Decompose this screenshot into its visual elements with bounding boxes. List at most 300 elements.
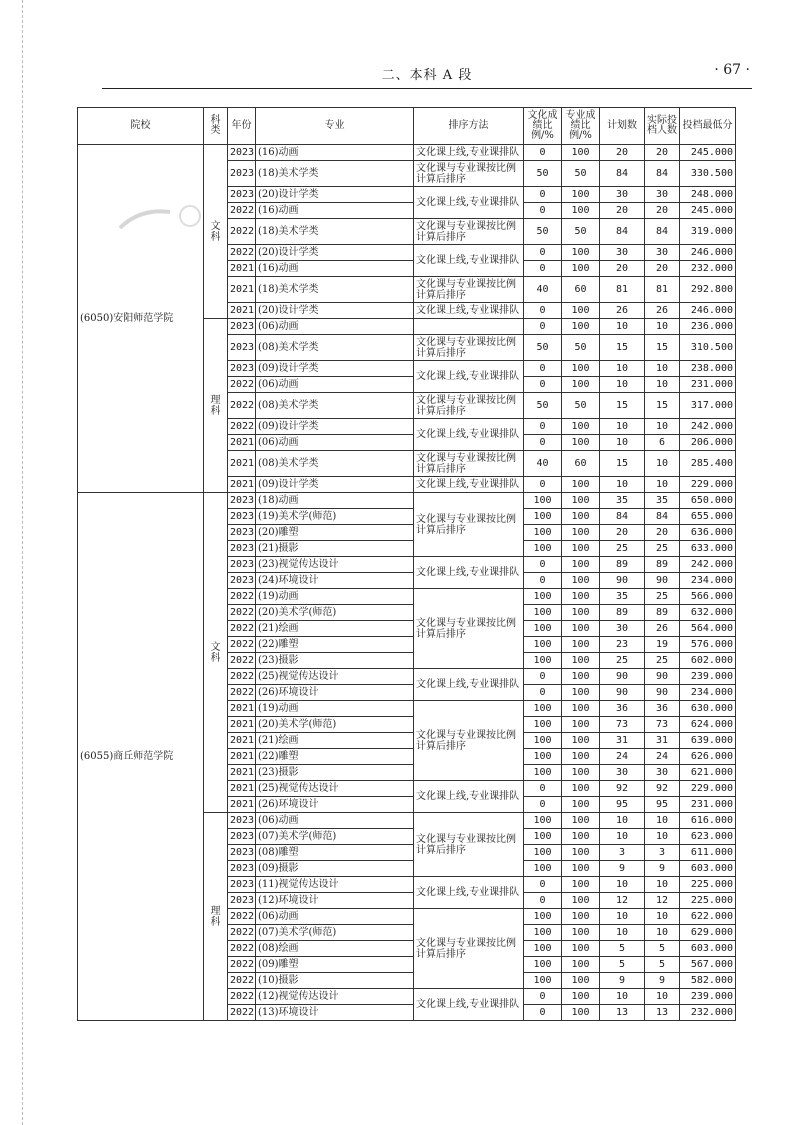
- pro-ratio-cell: 100: [562, 245, 600, 261]
- culture-ratio-cell: 0: [524, 1005, 562, 1021]
- plan-cell: 10: [600, 319, 645, 335]
- culture-ratio-cell: 100: [524, 925, 562, 941]
- min-score-cell: 225.000: [680, 893, 736, 909]
- major-cell: (19)动画: [256, 589, 414, 605]
- actual-cell: 36: [645, 701, 680, 717]
- major-cell: (07)美术学(师范): [256, 829, 414, 845]
- plan-cell: 31: [600, 733, 645, 749]
- plan-cell: 35: [600, 589, 645, 605]
- pro-ratio-cell: 100: [562, 925, 600, 941]
- year-cell: 2022: [228, 653, 256, 669]
- major-cell: (18)美术学类: [256, 219, 414, 245]
- actual-cell: 20: [645, 525, 680, 541]
- method-cell: 文化课上线,专业课排队: [414, 187, 524, 219]
- plan-cell: 89: [600, 557, 645, 573]
- major-cell: (19)美术学(师范): [256, 509, 414, 525]
- year-cell: 2023: [228, 525, 256, 541]
- plan-cell: 15: [600, 451, 645, 477]
- actual-cell: 3: [645, 845, 680, 861]
- pro-ratio-cell: 100: [562, 621, 600, 637]
- year-cell: 2023: [228, 541, 256, 557]
- actual-cell: 73: [645, 717, 680, 733]
- culture-ratio-cell: 0: [524, 419, 562, 435]
- table-row: [78, 493, 736, 509]
- major-cell: (08)美术学类: [256, 451, 414, 477]
- plan-cell: 10: [600, 829, 645, 845]
- pro-ratio-cell: 100: [562, 509, 600, 525]
- min-score-cell: 603.000: [680, 861, 736, 877]
- min-score-cell: 626.000: [680, 749, 736, 765]
- culture-ratio-cell: 0: [524, 245, 562, 261]
- col-culture-ratio: 文化成绩比例/%: [524, 108, 562, 145]
- year-cell: 2023: [228, 509, 256, 525]
- header-rule: [102, 88, 752, 89]
- culture-ratio-cell: 100: [524, 941, 562, 957]
- pro-ratio-cell: 100: [562, 749, 600, 765]
- page-header: [102, 58, 752, 84]
- method-cell: 文化课上线,专业课排队: [414, 245, 524, 277]
- major-cell: (10)摄影: [256, 973, 414, 989]
- culture-ratio-cell: 50: [524, 161, 562, 187]
- year-cell: 2023: [228, 187, 256, 203]
- min-score-cell: 239.000: [680, 669, 736, 685]
- min-score-cell: 582.000: [680, 973, 736, 989]
- min-score-cell: 567.000: [680, 957, 736, 973]
- actual-cell: 25: [645, 541, 680, 557]
- method-cell: 文化课与专业课按比例计算后排序: [414, 589, 524, 669]
- actual-cell: 30: [645, 245, 680, 261]
- min-score-cell: 232.000: [680, 1005, 736, 1021]
- min-score-cell: 229.000: [680, 781, 736, 797]
- major-cell: (20)设计学类: [256, 303, 414, 319]
- year-cell: 2023: [228, 335, 256, 361]
- method-cell: 文化课上线,专业课排队: [414, 361, 524, 393]
- major-cell: (21)摄影: [256, 541, 414, 557]
- major-cell: (25)视觉传达设计: [256, 669, 414, 685]
- table-header-row: [78, 108, 736, 145]
- method-cell: 文化课与专业课按比例计算后排序: [414, 493, 524, 557]
- year-cell: 2023: [228, 557, 256, 573]
- category-cell: 文科: [204, 145, 228, 319]
- table-row: [78, 145, 736, 161]
- plan-cell: 89: [600, 605, 645, 621]
- min-score-cell: 602.000: [680, 653, 736, 669]
- culture-ratio-cell: 40: [524, 451, 562, 477]
- year-cell: 2021: [228, 261, 256, 277]
- plan-cell: 10: [600, 435, 645, 451]
- min-score-cell: 655.000: [680, 509, 736, 525]
- actual-cell: 84: [645, 219, 680, 245]
- actual-cell: 25: [645, 589, 680, 605]
- year-cell: 2023: [228, 145, 256, 161]
- section-title: 二、本科 A 段: [381, 68, 473, 83]
- major-cell: (09)雕塑: [256, 957, 414, 973]
- actual-cell: 19: [645, 637, 680, 653]
- year-cell: 2022: [228, 637, 256, 653]
- plan-cell: 10: [600, 909, 645, 925]
- method-cell: 文化课与专业课按比例计算后排序: [414, 335, 524, 361]
- method-cell: 文化课上线,专业课排队: [414, 877, 524, 909]
- pro-ratio-cell: 60: [562, 277, 600, 303]
- pro-ratio-cell: 50: [562, 161, 600, 187]
- culture-ratio-cell: 100: [524, 509, 562, 525]
- pro-ratio-cell: 100: [562, 203, 600, 219]
- min-score-cell: 633.000: [680, 541, 736, 557]
- pro-ratio-cell: 100: [562, 589, 600, 605]
- major-cell: (22)雕塑: [256, 637, 414, 653]
- min-score-cell: 232.000: [680, 261, 736, 277]
- plan-cell: 95: [600, 797, 645, 813]
- actual-cell: 10: [645, 877, 680, 893]
- pro-ratio-cell: 100: [562, 845, 600, 861]
- min-score-cell: 624.000: [680, 717, 736, 733]
- plan-cell: 15: [600, 393, 645, 419]
- actual-cell: 10: [645, 813, 680, 829]
- year-cell: 2021: [228, 701, 256, 717]
- min-score-cell: 231.000: [680, 797, 736, 813]
- min-score-cell: 317.000: [680, 393, 736, 419]
- min-score-cell: 234.000: [680, 573, 736, 589]
- plan-cell: 23: [600, 637, 645, 653]
- min-score-cell: 310.500: [680, 335, 736, 361]
- year-cell: 2023: [228, 161, 256, 187]
- major-cell: (23)摄影: [256, 765, 414, 781]
- major-cell: (09)设计学类: [256, 361, 414, 377]
- actual-cell: 95: [645, 797, 680, 813]
- major-cell: (24)环境设计: [256, 573, 414, 589]
- min-score-cell: 611.000: [680, 845, 736, 861]
- plan-cell: 20: [600, 525, 645, 541]
- year-cell: 2023: [228, 573, 256, 589]
- actual-cell: 25: [645, 653, 680, 669]
- method-cell: 文化课与专业课按比例计算后排序: [414, 701, 524, 781]
- plan-cell: 9: [600, 973, 645, 989]
- actual-cell: 10: [645, 419, 680, 435]
- method-cell: [414, 319, 524, 335]
- culture-ratio-cell: 0: [524, 557, 562, 573]
- culture-ratio-cell: 100: [524, 909, 562, 925]
- actual-cell: 6: [645, 435, 680, 451]
- culture-ratio-cell: 100: [524, 749, 562, 765]
- pro-ratio-cell: 100: [562, 669, 600, 685]
- min-score-cell: 616.000: [680, 813, 736, 829]
- method-cell: 文化课上线,专业课排队: [414, 989, 524, 1021]
- culture-ratio-cell: 0: [524, 435, 562, 451]
- culture-ratio-cell: 100: [524, 653, 562, 669]
- culture-ratio-cell: 100: [524, 717, 562, 733]
- pro-ratio-cell: 100: [562, 361, 600, 377]
- year-cell: 2022: [228, 909, 256, 925]
- min-score-cell: 330.500: [680, 161, 736, 187]
- year-cell: 2021: [228, 277, 256, 303]
- culture-ratio-cell: 50: [524, 393, 562, 419]
- pro-ratio-cell: 100: [562, 957, 600, 973]
- plan-cell: 30: [600, 765, 645, 781]
- culture-ratio-cell: 100: [524, 493, 562, 509]
- min-score-cell: 245.000: [680, 145, 736, 161]
- pro-ratio-cell: 100: [562, 187, 600, 203]
- method-cell: 文化课与专业课按比例计算后排序: [414, 161, 524, 187]
- pro-ratio-cell: 100: [562, 1005, 600, 1021]
- min-score-cell: 206.000: [680, 435, 736, 451]
- major-cell: (06)动画: [256, 319, 414, 335]
- actual-cell: 81: [645, 277, 680, 303]
- min-score-cell: 225.000: [680, 877, 736, 893]
- major-cell: (12)环境设计: [256, 893, 414, 909]
- method-cell: 文化课上线,专业课排队: [414, 557, 524, 589]
- min-score-cell: 285.400: [680, 451, 736, 477]
- pro-ratio-cell: 100: [562, 717, 600, 733]
- year-cell: 2022: [228, 393, 256, 419]
- year-cell: 2021: [228, 303, 256, 319]
- culture-ratio-cell: 0: [524, 377, 562, 393]
- major-cell: (09)摄影: [256, 861, 414, 877]
- method-cell: 文化课与专业课按比例计算后排序: [414, 451, 524, 477]
- actual-cell: 9: [645, 973, 680, 989]
- actual-cell: 5: [645, 957, 680, 973]
- year-cell: 2023: [228, 829, 256, 845]
- culture-ratio-cell: 100: [524, 733, 562, 749]
- plan-cell: 24: [600, 749, 645, 765]
- plan-cell: 15: [600, 335, 645, 361]
- min-score-cell: 564.000: [680, 621, 736, 637]
- pro-ratio-cell: 50: [562, 335, 600, 361]
- min-score-cell: 650.000: [680, 493, 736, 509]
- year-cell: 2023: [228, 493, 256, 509]
- major-cell: (20)美术学(师范): [256, 605, 414, 621]
- major-cell: (21)绘画: [256, 733, 414, 749]
- major-cell: (18)美术学类: [256, 161, 414, 187]
- major-cell: (06)动画: [256, 813, 414, 829]
- year-cell: 2023: [228, 845, 256, 861]
- col-actual: 实际投档人数: [645, 108, 680, 145]
- plan-cell: 10: [600, 989, 645, 1005]
- pro-ratio-cell: 100: [562, 813, 600, 829]
- actual-cell: 24: [645, 749, 680, 765]
- plan-cell: 3: [600, 845, 645, 861]
- actual-cell: 10: [645, 451, 680, 477]
- pro-ratio-cell: 100: [562, 861, 600, 877]
- major-cell: (18)美术学类: [256, 277, 414, 303]
- major-cell: (20)设计学类: [256, 187, 414, 203]
- year-cell: 2022: [228, 1005, 256, 1021]
- culture-ratio-cell: 100: [524, 765, 562, 781]
- pro-ratio-cell: 100: [562, 377, 600, 393]
- method-cell: 文化课上线,专业课排队: [414, 145, 524, 161]
- binding-margin-rule: [22, 0, 23, 1125]
- culture-ratio-cell: 100: [524, 845, 562, 861]
- pro-ratio-cell: 100: [562, 557, 600, 573]
- pro-ratio-cell: 100: [562, 493, 600, 509]
- major-cell: (19)动画: [256, 701, 414, 717]
- year-cell: 2021: [228, 749, 256, 765]
- pro-ratio-cell: 100: [562, 893, 600, 909]
- min-score-cell: 229.000: [680, 477, 736, 493]
- year-cell: 2021: [228, 477, 256, 493]
- actual-cell: 31: [645, 733, 680, 749]
- pro-ratio-cell: 100: [562, 989, 600, 1005]
- culture-ratio-cell: 100: [524, 701, 562, 717]
- pro-ratio-cell: 100: [562, 319, 600, 335]
- actual-cell: 20: [645, 261, 680, 277]
- method-cell: 文化课与专业课按比例计算后排序: [414, 909, 524, 989]
- min-score-cell: 239.000: [680, 989, 736, 1005]
- actual-cell: 90: [645, 685, 680, 701]
- min-score-cell: 245.000: [680, 203, 736, 219]
- pro-ratio-cell: 100: [562, 829, 600, 845]
- actual-cell: 20: [645, 203, 680, 219]
- pro-ratio-cell: 100: [562, 477, 600, 493]
- culture-ratio-cell: 0: [524, 187, 562, 203]
- method-cell: 文化课与专业课按比例计算后排序: [414, 277, 524, 303]
- min-score-cell: 236.000: [680, 319, 736, 335]
- pro-ratio-cell: 100: [562, 637, 600, 653]
- year-cell: 2023: [228, 893, 256, 909]
- culture-ratio-cell: 100: [524, 861, 562, 877]
- min-score-cell: 238.000: [680, 361, 736, 377]
- culture-ratio-cell: 0: [524, 877, 562, 893]
- year-cell: 2022: [228, 219, 256, 245]
- year-cell: 2022: [228, 925, 256, 941]
- year-cell: 2023: [228, 813, 256, 829]
- major-cell: (16)动画: [256, 145, 414, 161]
- pro-ratio-cell: 100: [562, 605, 600, 621]
- plan-cell: 92: [600, 781, 645, 797]
- plan-cell: 84: [600, 509, 645, 525]
- category-cell: 理科: [204, 813, 228, 1021]
- plan-cell: 20: [600, 145, 645, 161]
- major-cell: (08)美术学类: [256, 393, 414, 419]
- major-cell: (12)视觉传达设计: [256, 989, 414, 1005]
- plan-cell: 10: [600, 813, 645, 829]
- school-name-cell: (6050)安阳师范学院: [78, 145, 204, 493]
- actual-cell: 10: [645, 925, 680, 941]
- actual-cell: 89: [645, 605, 680, 621]
- culture-ratio-cell: 100: [524, 589, 562, 605]
- major-cell: (21)绘画: [256, 621, 414, 637]
- year-cell: 2021: [228, 451, 256, 477]
- culture-ratio-cell: 50: [524, 335, 562, 361]
- major-cell: (07)美术学(师范): [256, 925, 414, 941]
- major-cell: (11)视觉传达设计: [256, 877, 414, 893]
- actual-cell: 10: [645, 989, 680, 1005]
- pro-ratio-cell: 100: [562, 653, 600, 669]
- actual-cell: 10: [645, 377, 680, 393]
- category-cell: 文科: [204, 493, 228, 813]
- min-score-cell: 292.800: [680, 277, 736, 303]
- year-cell: 2022: [228, 621, 256, 637]
- major-cell: (08)美术学类: [256, 335, 414, 361]
- plan-cell: 73: [600, 717, 645, 733]
- min-score-cell: 246.000: [680, 245, 736, 261]
- year-cell: 2023: [228, 877, 256, 893]
- year-cell: 2021: [228, 765, 256, 781]
- min-score-cell: 630.000: [680, 701, 736, 717]
- culture-ratio-cell: 0: [524, 361, 562, 377]
- year-cell: 2022: [228, 419, 256, 435]
- actual-cell: 89: [645, 557, 680, 573]
- pro-ratio-cell: 100: [562, 685, 600, 701]
- actual-cell: 10: [645, 829, 680, 845]
- col-plan: 计划数: [600, 108, 645, 145]
- actual-cell: 10: [645, 319, 680, 335]
- actual-cell: 13: [645, 1005, 680, 1021]
- major-cell: (13)环境设计: [256, 1005, 414, 1021]
- min-score-cell: 636.000: [680, 525, 736, 541]
- culture-ratio-cell: 0: [524, 685, 562, 701]
- plan-cell: 90: [600, 573, 645, 589]
- culture-ratio-cell: 100: [524, 525, 562, 541]
- major-cell: (06)动画: [256, 909, 414, 925]
- actual-cell: 30: [645, 187, 680, 203]
- min-score-cell: 248.000: [680, 187, 736, 203]
- col-year: 年份: [228, 108, 256, 145]
- col-school: 院校: [78, 108, 204, 145]
- actual-cell: 35: [645, 493, 680, 509]
- major-cell: (23)摄影: [256, 653, 414, 669]
- actual-cell: 10: [645, 477, 680, 493]
- major-cell: (08)雕塑: [256, 845, 414, 861]
- plan-cell: 20: [600, 203, 645, 219]
- major-cell: (20)美术学(师范): [256, 717, 414, 733]
- plan-cell: 10: [600, 377, 645, 393]
- col-method: 排序方法: [414, 108, 524, 145]
- year-cell: 2022: [228, 589, 256, 605]
- culture-ratio-cell: 0: [524, 893, 562, 909]
- culture-ratio-cell: 0: [524, 989, 562, 1005]
- actual-cell: 12: [645, 893, 680, 909]
- plan-cell: 9: [600, 861, 645, 877]
- pro-ratio-cell: 100: [562, 419, 600, 435]
- min-score-cell: 629.000: [680, 925, 736, 941]
- min-score-cell: 242.000: [680, 557, 736, 573]
- plan-cell: 30: [600, 187, 645, 203]
- major-cell: (06)动画: [256, 377, 414, 393]
- pro-ratio-cell: 100: [562, 303, 600, 319]
- pro-ratio-cell: 100: [562, 525, 600, 541]
- pro-ratio-cell: 100: [562, 781, 600, 797]
- year-cell: 2021: [228, 435, 256, 451]
- page-number: · 67 ·: [714, 62, 750, 78]
- year-cell: 2022: [228, 957, 256, 973]
- culture-ratio-cell: 100: [524, 813, 562, 829]
- culture-ratio-cell: 0: [524, 797, 562, 813]
- pro-ratio-cell: 100: [562, 573, 600, 589]
- actual-cell: 90: [645, 573, 680, 589]
- year-cell: 2023: [228, 319, 256, 335]
- year-cell: 2023: [228, 361, 256, 377]
- method-cell: 文化课上线,专业课排队: [414, 303, 524, 319]
- plan-cell: 10: [600, 925, 645, 941]
- method-cell: 文化课上线,专业课排队: [414, 781, 524, 813]
- major-cell: (20)设计学类: [256, 245, 414, 261]
- year-cell: 2022: [228, 669, 256, 685]
- col-pro-ratio: 专业成绩比例/%: [562, 108, 600, 145]
- min-score-cell: 234.000: [680, 685, 736, 701]
- min-score-cell: 622.000: [680, 909, 736, 925]
- culture-ratio-cell: 100: [524, 973, 562, 989]
- actual-cell: 26: [645, 621, 680, 637]
- major-cell: (08)绘画: [256, 941, 414, 957]
- min-score-cell: 639.000: [680, 733, 736, 749]
- plan-cell: 10: [600, 361, 645, 377]
- pro-ratio-cell: 100: [562, 797, 600, 813]
- actual-cell: 10: [645, 909, 680, 925]
- pro-ratio-cell: 100: [562, 909, 600, 925]
- plan-cell: 10: [600, 477, 645, 493]
- min-score-cell: 623.000: [680, 829, 736, 845]
- plan-cell: 81: [600, 277, 645, 303]
